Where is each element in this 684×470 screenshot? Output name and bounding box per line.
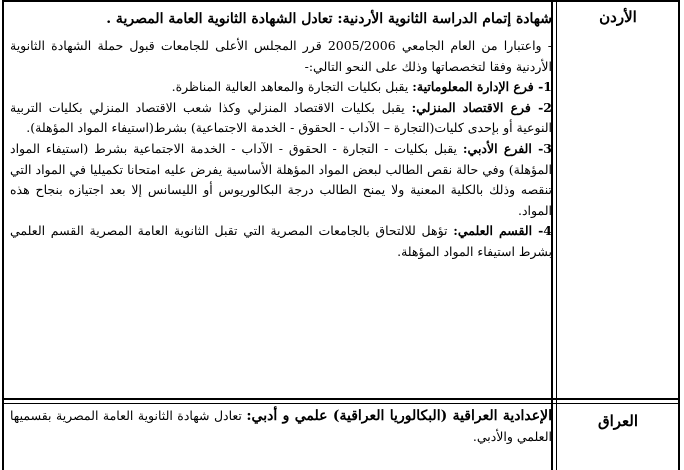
branch-item — [10, 77, 552, 98]
equivalency-table — [2, 0, 680, 470]
branch-title: 1- فرع الإدارة المعلوماتية: — [412, 79, 552, 95]
country-cell-jordan: الأردن — [599, 8, 637, 26]
branch-text: يقبل بكليات التجارة والمعاهد العالية المناظرة. — [171, 79, 413, 95]
branch-title: 4- القسم العلمي: — [453, 223, 552, 239]
branch-item — [10, 98, 552, 139]
iraq-details — [10, 406, 552, 447]
row-separator-inner — [4, 403, 678, 404]
branch-text: تؤهل للالتحاق بالجامعات المصرية التي تقبل الثانوية العامة المصرية القسم العلمي بشرط استيفاء المواد المؤهلة. — [10, 223, 552, 259]
jordan-details — [10, 2, 552, 263]
column-divider-inner — [556, 0, 557, 470]
iraq-paragraph — [10, 406, 552, 447]
country-cell-iraq: العراق — [597, 412, 639, 430]
branch-title: 2- فرع الاقتصاد المنزلي: — [411, 99, 552, 115]
iraq-text: تعادل شهادة الثانوية العامة المصرية بقسميها العلمي والأدبي. — [10, 408, 552, 444]
iraq-certificate-heading: الإعدادية العراقية (البكالوريا العراقية) علمي و أدبي: — [246, 408, 552, 424]
row-separator — [4, 398, 678, 400]
jordan-certificate-heading: شهادة إتمام الدراسة الثانوية الأردنية: تعادل الشهادة الثانوية العامة المصرية . — [106, 11, 552, 27]
branch-text: يقبل بكليات - التجارة - الحقوق - الآداب - الخدمة الاجتماعية بشرط (استيفاء المواد المؤهلة) وفي حالة نقص الطالب لبعض المواد المؤهلة الأساسية يفرض عليه امتحانا تكميليا في المواد التي تنقصه وذلك بالكلية المعنية ولا يمنح الطالب درجة البكالوريوس أو الليسانس إلا بعد اجتيازه بنجاح هذه المواد. — [10, 140, 552, 218]
branch-title: 3- الفرع الأدبي: — [462, 140, 552, 156]
jordan-intro: - واعتبارا من العام الجامعي 2005/2006 قرر المجلس الأعلى للجامعات قبول حملة الشهادة الثانوية الأردنية وفقا لتخصصاتها وذلك على النحو التالي:- — [10, 38, 552, 74]
branch-item — [10, 221, 552, 262]
branch-item — [10, 139, 552, 221]
branch-text: يقبل بكليات الاقتصاد المنزلي وكذا شعب الاقتصاد المنزلي بكليات التربية النوعية أو بإحدى كليات(التجارة – الآداب - الحقوق - الخدمة الاجتماعية) بشرط(استيفاء المواد المؤهلة). — [10, 99, 552, 136]
